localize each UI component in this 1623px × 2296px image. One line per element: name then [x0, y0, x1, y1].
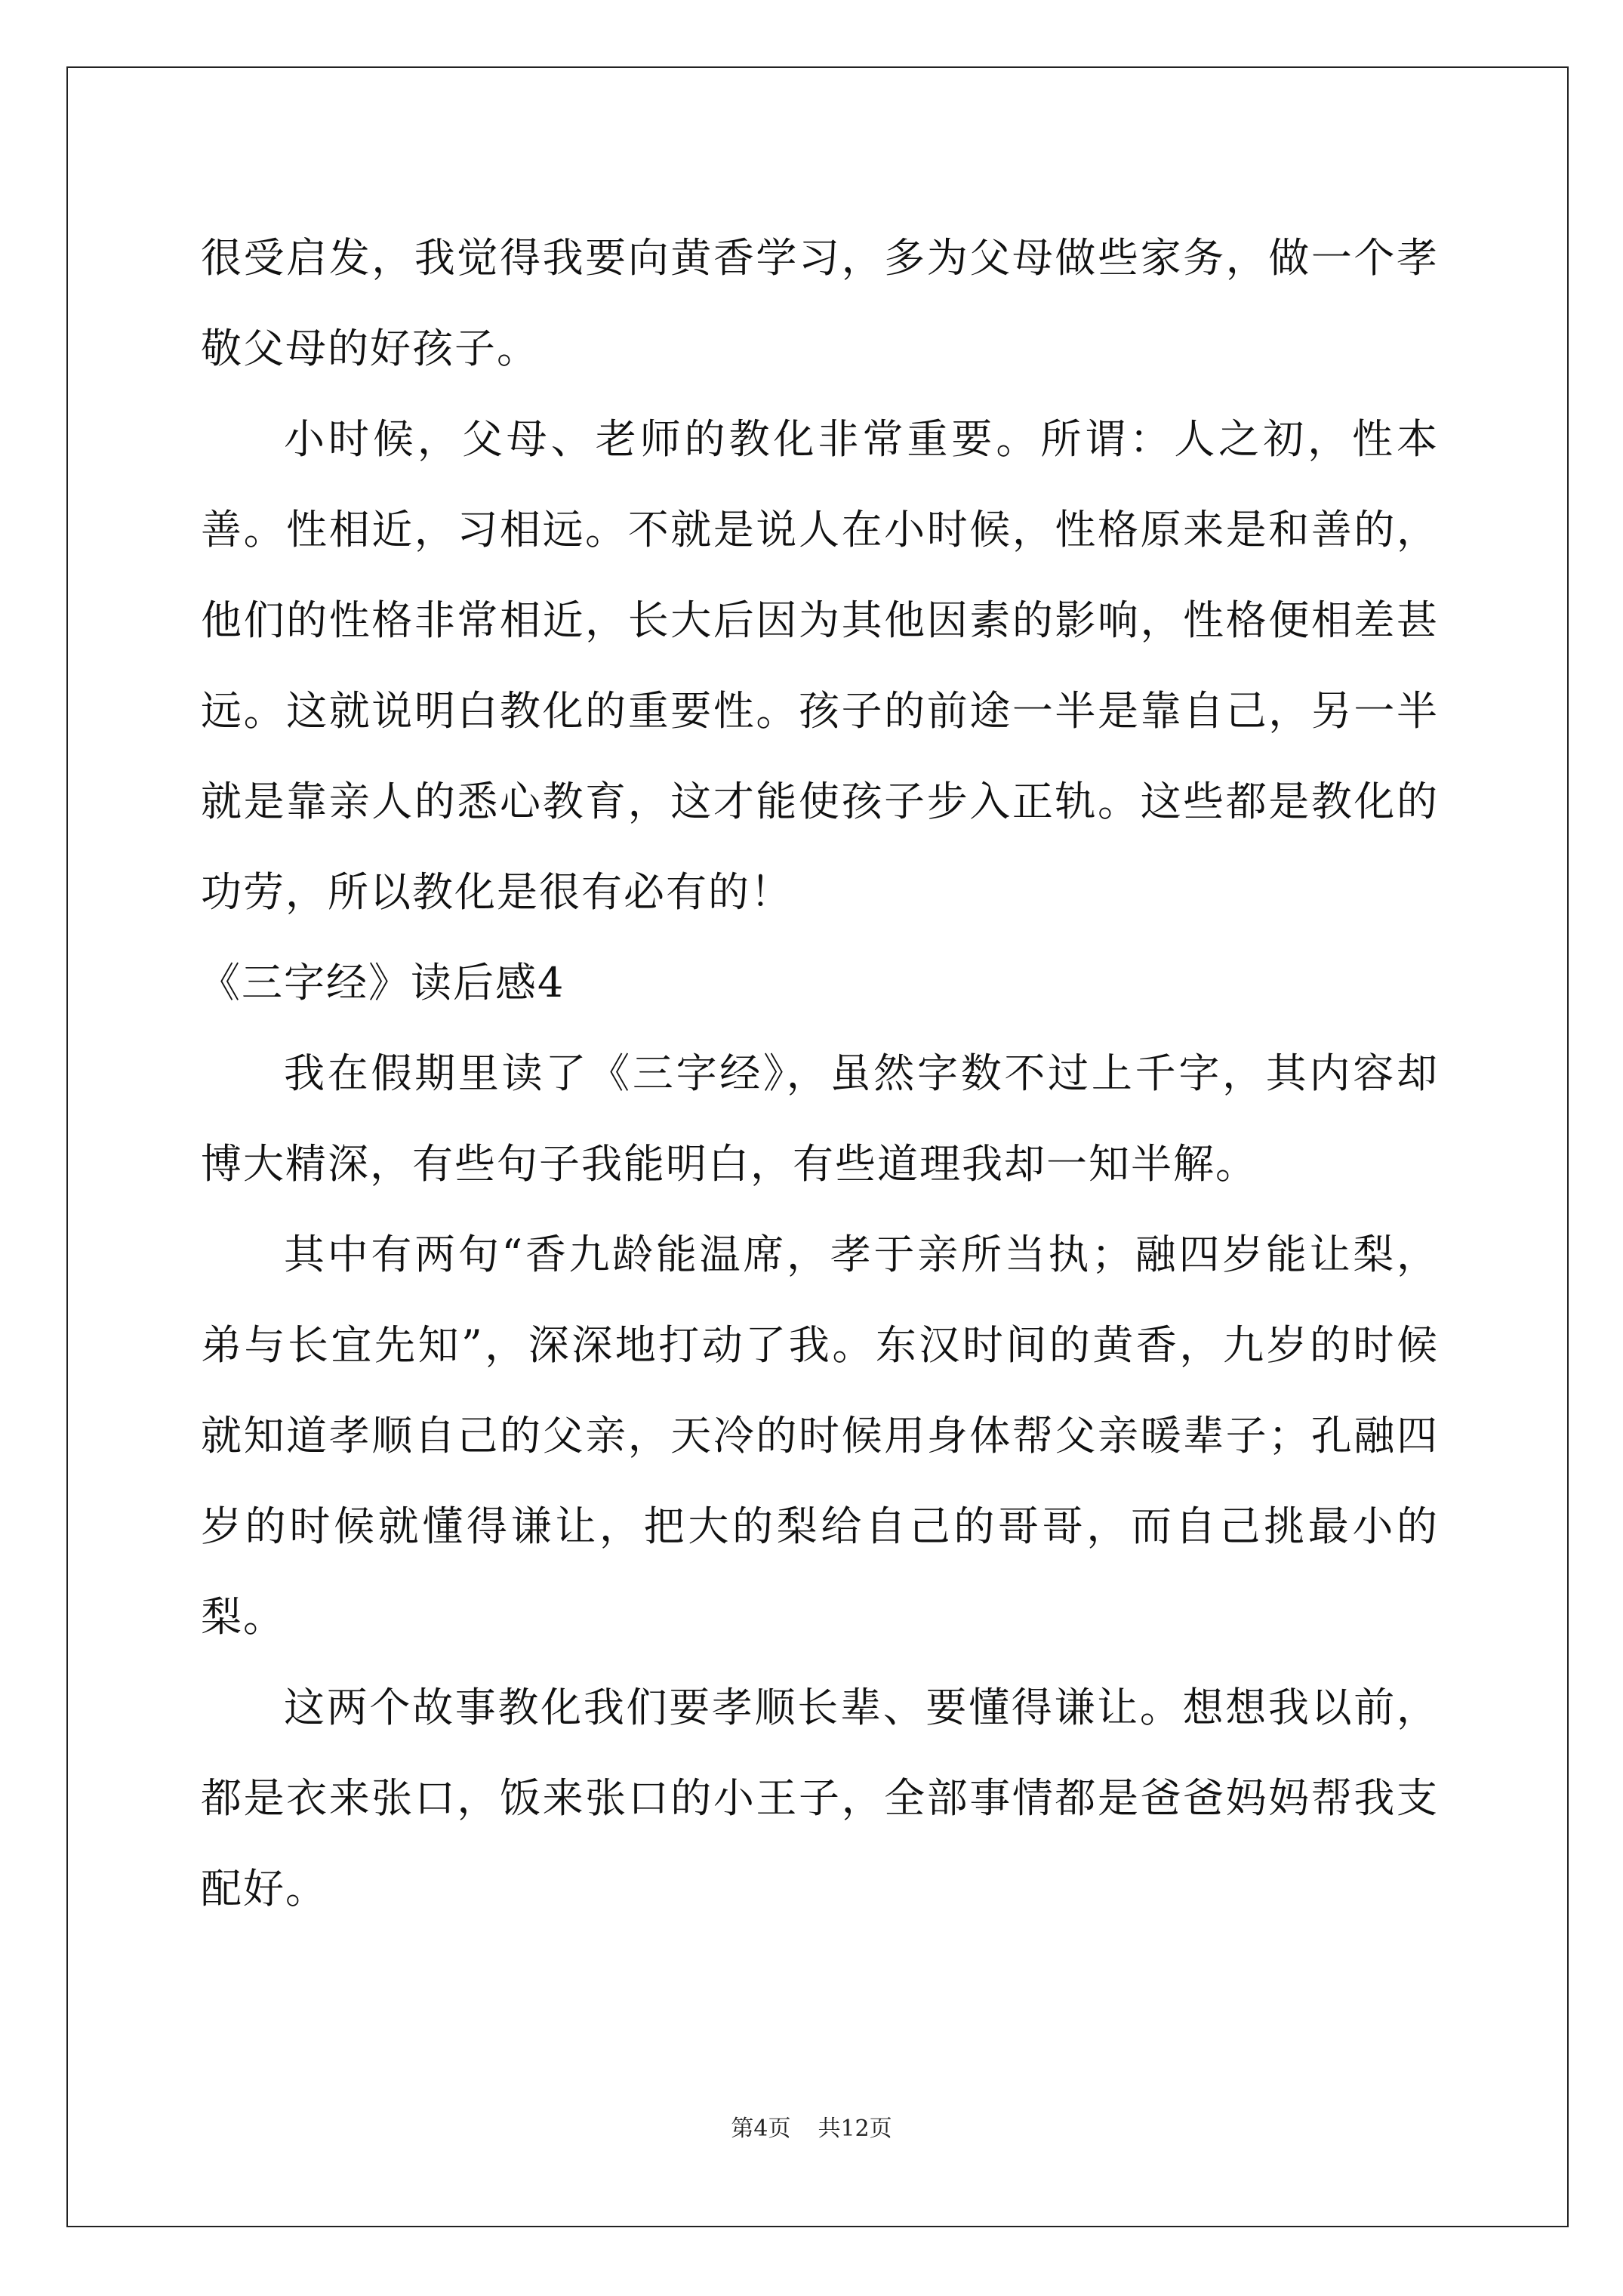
- page-number: 第4页: [731, 2116, 791, 2142]
- paragraph-huangxiang-kongrong: 其中有两句“香九龄能温席，孝于亲所当执；融四岁能让梨，弟与长宜先知”，深深地打动了我。东汉时间的黄香，九岁的时候就知道孝顺自己的父亲，天冷的时候用身体帮父亲暖辈子；孔融四岁的时候就懂得谦让，把大的梨给自己的哥哥，而自己挑最小的梨。: [201, 1231, 1439, 1641]
- section-heading: 《三字经》读后感4: [199, 959, 565, 1006]
- paragraph-continuation: 很受启发，我觉得我要向黄香学习，多为父母做些家务，做一个孝敬父母的好孩子。: [201, 234, 1439, 372]
- page-footer: [0, 2114, 1623, 2144]
- page-total: 共12页: [818, 2116, 892, 2142]
- paragraph-reading-intro: 我在假期里读了《三字经》，虽然字数不过上千字，其内容却博大精深，有些句子我能明白，有些道理我却一知半解。: [201, 1049, 1439, 1188]
- paragraph-education-importance: 小时候，父母、老师的教化非常重要。所谓：人之初，性本善。性相近，习相远。不就是说人在小时候，性格原来是和善的，他们的性格非常相近，长大后因为其他因素的影响，性格便相差甚远。这就说明白教化的重要性。孩子的前途一半是靠自己，另一半就是靠亲人的悉心教育，这才能使孩子步入正轨。这些都是教化的功劳，所以教化是很有必有的！: [201, 415, 1439, 916]
- document-body: [201, 213, 1439, 1934]
- paragraph-lesson: 这两个故事教化我们要孝顺长辈、要懂得谦让。想想我以前，都是衣来张口，饭来张口的小王子，全部事情都是爸爸妈妈帮我支配好。: [201, 1684, 1439, 1912]
